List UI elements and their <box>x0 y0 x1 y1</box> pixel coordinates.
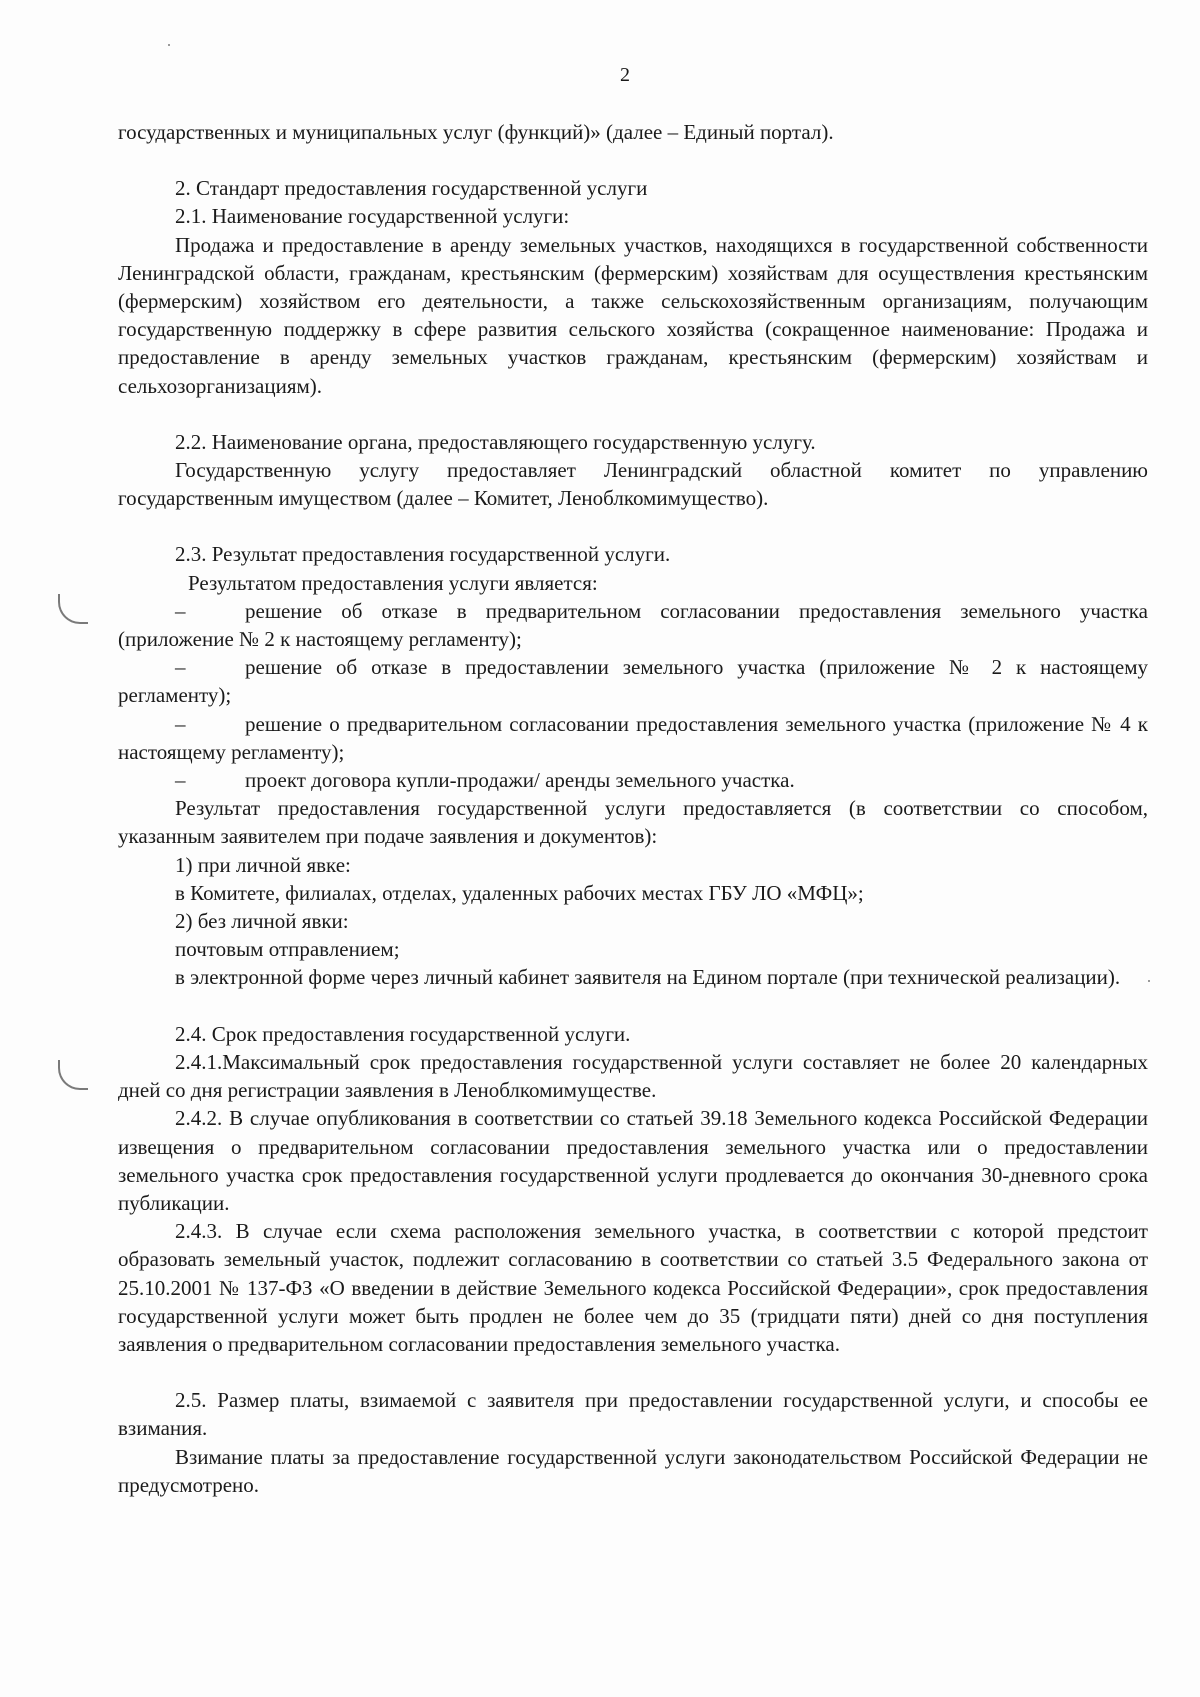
spacer <box>118 992 1148 1020</box>
paragraph-2-4-2: 2.4.2. В случае опубликования в соответствии со статьей 39.18 Земельного кодекса Российской Федерации извещения о предварительном согласовании предоставления земельного участка или о предоставлении земельного участка срок предоставления государственной услуги продлевается до окончания 30-дневного срока публикации. <box>118 1106 1148 1215</box>
scan-hole-punch-mark <box>58 1060 88 1090</box>
dash-marker: – <box>175 598 186 623</box>
dash-marker: – <box>175 768 186 793</box>
subsection-heading-2-2: 2.2. Наименование органа, предоставляющего государственную услугу. <box>175 429 816 454</box>
list-item-text: проект договора купли-продажи/ аренды земельного участка. <box>245 768 795 793</box>
delivery-option-2-electronic: в электронной форме через личный кабинет заявителя на Едином портале (при технической реализации). <box>175 965 1121 990</box>
subsection-heading-2-4: 2.4. Срок предоставления государственной услуги. <box>175 1021 631 1046</box>
subsection-heading-2-1: 2.1. Наименование государственной услуги: <box>175 204 570 229</box>
document-body <box>118 118 1148 1499</box>
subsection-heading-2-3: 2.3. Результат предоставления государственной услуги. <box>175 542 671 567</box>
paragraph-2-2-text: Государственную услугу предоставляет Ленинградский областной комитет по управлению государственным имуществом (далее – Комитет, Леноблкомимущество). <box>118 458 1148 511</box>
paragraph-intro-end: государственных и муниципальных услуг (функций)» (далее – Единый портал). <box>118 120 834 144</box>
scan-speck <box>1148 980 1150 982</box>
list-item <box>118 710 1148 766</box>
spacer <box>118 512 1148 540</box>
paragraph-2-1-text: Продажа и предоставление в аренду земельных участков, находящихся в государственной собственности Ленинградской области, гражданам, крестьянским (фермерским) хозяйствам для осуществления крестьянским (фермерским) хозяйством его деятельности, а также сельскохозяйственным организациям, получающим государственную поддержку в сфере развития сельского хозяйства (сокращенное наименование: Продажа и предоставление в аренду земельных участков гражданам, крестьянским (фермерским) хозяйствам и сельхозорганизациям). <box>118 232 1148 398</box>
paragraph-2-5-text: Взимание платы за предоставление государственной услуги законодательством Российской Федерации не предусмотрено. <box>118 1444 1148 1497</box>
delivery-option-2-mail: почтовым отправлением; <box>175 937 400 962</box>
list-item-text: решение об отказе в предварительном согласовании предоставления земельного участка (приложение № 2 к настоящему регламенту); <box>118 598 1148 652</box>
list-item <box>118 766 1148 794</box>
delivery-option-1-text: в Комитете, филиалах, отделах, удаленных рабочих местах ГБУ ЛО «МФЦ»; <box>175 880 864 905</box>
page-number: 2 <box>620 64 630 86</box>
list-item <box>118 653 1148 709</box>
paragraph-2-3-lead: Результатом предоставления услуги является: <box>188 570 598 595</box>
subsection-heading-2-5: 2.5. Размер платы, взимаемой с заявителя при предоставлении государственной услуги, и способы ее взимания. <box>118 1388 1148 1441</box>
section-heading-2: 2. Стандарт предоставления государственной услуги <box>175 176 648 201</box>
paragraph-2-4-3: 2.4.3. В случае если схема расположения земельного участка, в соответствии с которой предстоит образовать земельный участок, подлежит согласованию в соответствии со статьей 3.5 Федерального закона от 25.10.2001 № 137-ФЗ «О введении в действие Земельного кодекса Российской Федерации», срок предоставления государственной услуги может быть продлен не более чем до 35 (тридцати пяти) дней со дня поступления заявления о предварительном согласовании предоставления земельного участка. <box>118 1219 1148 1356</box>
list-item <box>118 597 1148 653</box>
spacer <box>118 400 1148 428</box>
list-item-text: решение о предварительном согласовании предоставления земельного участка (приложение № 4 к настоящему регламенту); <box>118 711 1148 764</box>
dash-marker: – <box>175 655 186 680</box>
list-item-text: решение об отказе в предоставлении земельного участка (приложение № 2 к настоящему регламенту); <box>118 655 1148 708</box>
spacer <box>118 146 1148 174</box>
dash-marker: – <box>175 711 186 736</box>
scan-hole-punch-mark <box>58 594 88 624</box>
delivery-option-2: 2) без личной явки: <box>175 909 349 934</box>
spacer <box>118 1358 1148 1386</box>
paragraph-2-3-delivery: Результат предоставления государственной услуги предоставляется (в соответствии со способом, указанным заявителем при подаче заявления и документов): <box>118 796 1148 849</box>
paragraph-2-4-1: 2.4.1.Максимальный срок предоставления государственной услуги составляет не более 20 календарных дней со дня регистрации заявления в Леноблкомимуществе. <box>118 1049 1148 1103</box>
scan-speck <box>168 44 170 46</box>
delivery-option-1: 1) при личной явке: <box>175 852 351 877</box>
